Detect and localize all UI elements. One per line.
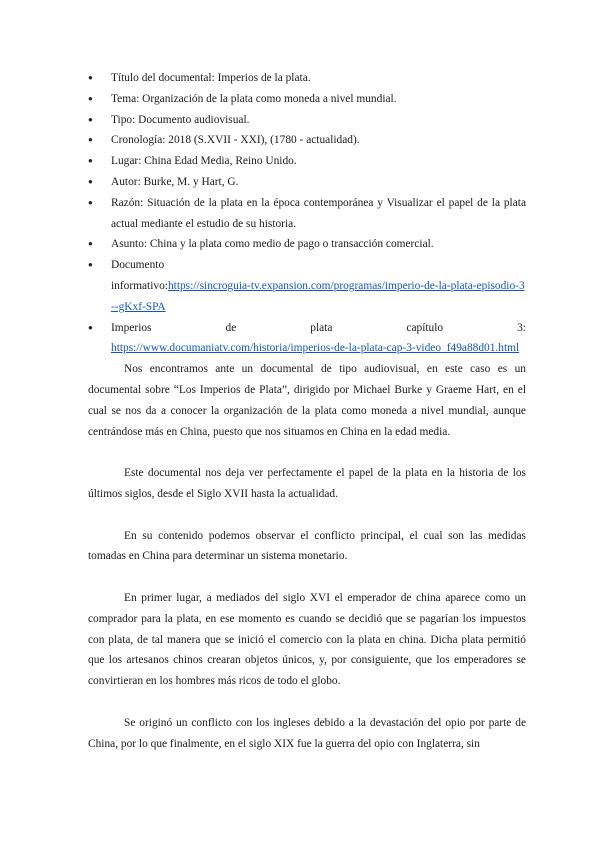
list-item-text: Autor: Burke, M. y Hart, G. [111,175,239,188]
bullet-icon: ● [88,93,93,103]
chapter-title [111,318,526,339]
bullet-icon: ● [88,73,93,82]
doc-info-label: Documento [111,259,165,272]
bullet-icon: ● [88,322,93,332]
chapter-word: Imperios [111,321,152,334]
bullet-icon: ● [88,176,93,186]
list-item [88,110,526,131]
list-item [88,130,526,151]
list-item [88,151,526,172]
paragraph-spacer [88,567,526,588]
list-item-doc-info [88,255,526,317]
metadata-list [88,68,526,359]
bullet-icon: ● [88,197,93,207]
chapter-word: plata [310,321,333,334]
list-item [88,68,526,89]
list-item [88,89,526,110]
paragraph-spacer [88,505,526,526]
bullet-icon: ● [88,239,93,249]
body-paragraph: Se originó un conflicto con los ingleses debido a la devastación del opio por parte de China, por lo que finalmente, en el siglo XIX fue la guerra del opio con Inglaterra, sin [88,716,526,750]
bullet-icon: ● [88,260,93,270]
list-item-text: Cronología: 2018 (S.XVII - XXI), (1780 - actualidad). [111,134,360,147]
chapter-word: de [225,321,237,334]
body-paragraph: Este documental nos deja ver perfectamente el papel de la plata en la historia de los últimos siglos, desde el Siglo XVII hasta la actualidad. [88,467,526,500]
paragraph-spacer [88,692,526,713]
list-item-text: Asunto: China y la plata como medio de pago o transacción comercial. [111,238,434,251]
list-item [88,193,526,235]
body-paragraph: Nos encontramos ante un documental de tipo audiovisual, en este caso es un documental sobre “Los Imperios de Plata”, dirigido por Michael Burke y Graeme Hart, en el cual se nos da a conocer la organización de la plata como moneda a nivel mundial, aunque centrándose más en China, puesto que nos situamos en China en la edad media. [88,363,526,438]
list-item-text: Tipo: Documento audiovisual. [111,113,250,126]
chapter-word: capítulo [406,321,444,334]
paragraph-spacer [88,442,526,463]
body-paragraph: En su contenido podemos observar el conflicto principal, el cual son las medidas tomadas en China para determinar un sistema monetario. [88,529,526,563]
bullet-icon: ● [88,135,93,145]
list-item-chapter [88,318,526,360]
doc-info-link[interactable]: https://sincroguia-tv.expansion.com/programas/imperio-de-la-plata-episodio-3--gKxf-SPA [111,279,525,313]
list-item-text: Lugar: China Edad Media, Reino Unido. [111,155,297,168]
doc-info-label-cont: informativo: [111,279,168,292]
list-item-text: Razón: Situación de la plata en la época contemporánea y Visualizar el papel de la plata actual mediante el estudio de su historia. [111,196,526,230]
chapter-link[interactable]: https://www.documaniatv.com/historia/imperios-de-la-plata-cap-3-video_f49a88d01.html [111,342,520,355]
list-item-text: Tema: Organización de la plata como moneda a nivel mundial. [111,92,397,105]
list-item [88,234,526,255]
list-item [88,172,526,193]
bullet-icon: ● [88,156,93,166]
chapter-word: 3: [517,321,526,334]
document-body [88,68,526,754]
list-item-text: Título del documental: Imperios de la plata. [111,72,311,84]
bullet-icon: ● [88,114,93,124]
body-paragraph: En primer lugar, a mediados del siglo XVI el emperador de china aparece como un comprador para la plata, en ese momento es cuando se decidió que se pagarían los impuestos con plata, de tal manera que se inició el comercio con la plata en china. Dicha plata permitió que los artesanos chinos crearan objetos únicos, y, por consiguiente, que los emperadores se convirtieran en los hombres más ricos de todo el globo. [88,591,526,688]
